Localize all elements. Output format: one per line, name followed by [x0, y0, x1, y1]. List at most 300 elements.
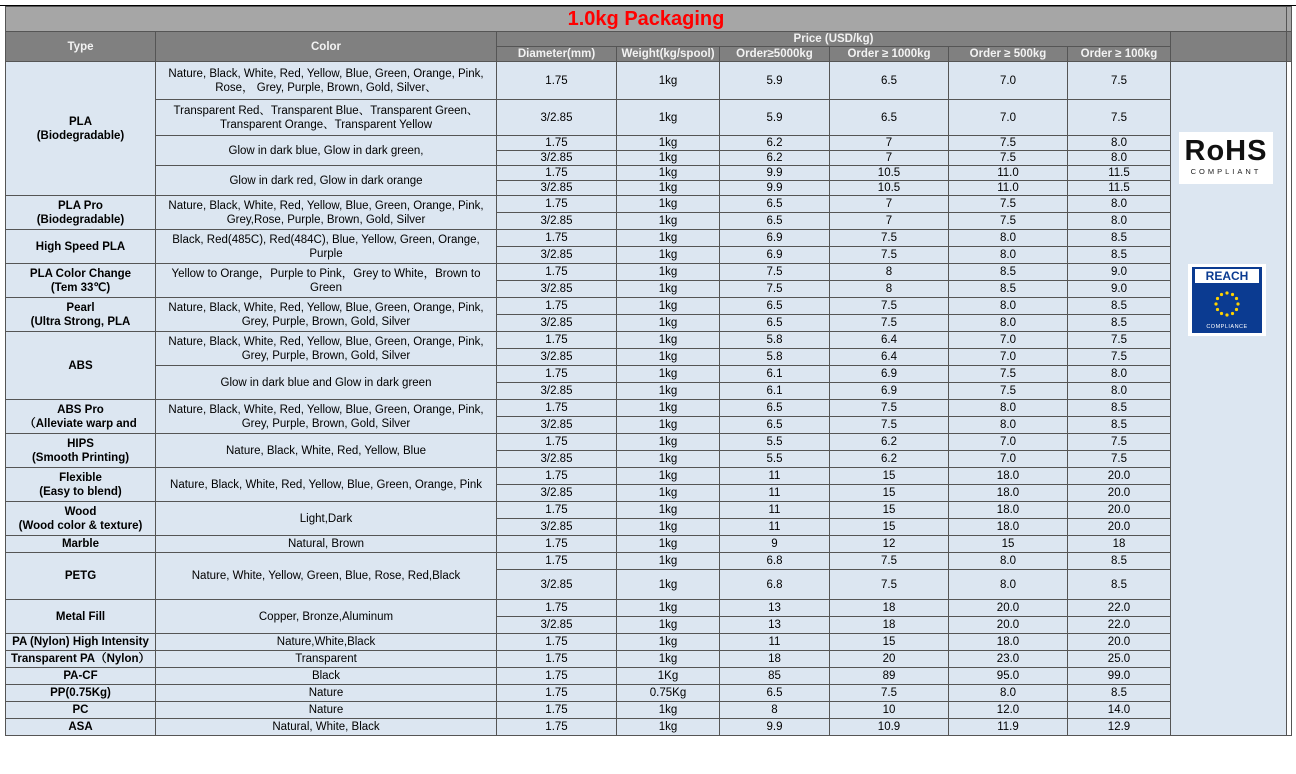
cell-order-500: 18.0	[949, 634, 1068, 651]
cell-order-5000: 7.5	[720, 264, 830, 281]
cell-diameter: 3/2.85	[497, 485, 617, 502]
cell-weight: 1kg	[617, 553, 720, 570]
cell-type: ABS	[6, 332, 156, 400]
table-row	[6, 553, 1292, 570]
table-body	[6, 62, 1292, 736]
table-title-cell	[6, 7, 1287, 32]
cell-order-5000: 6.5	[720, 196, 830, 213]
cell-order-1000: 10.5	[830, 166, 949, 181]
cell-weight: 1kg	[617, 383, 720, 400]
cell-diameter: 1.75	[497, 434, 617, 451]
rohs-badge-title: RoHS	[1184, 135, 1268, 167]
cell-order-500: 11.0	[949, 166, 1068, 181]
cell-order-5000: 9	[720, 536, 830, 553]
header-order-1000: Order ≥ 1000kg	[830, 47, 949, 62]
table-row	[6, 536, 1292, 553]
cell-order-5000: 9.9	[720, 181, 830, 196]
cell-diameter: 1.75	[497, 366, 617, 383]
cell-weight: 1kg	[617, 349, 720, 366]
cell-diameter: 1.75	[497, 264, 617, 281]
cell-order-500: 8.0	[949, 400, 1068, 417]
header-price-group: Price (USD/kg)	[497, 32, 1171, 47]
cell-order-1000: 20	[830, 651, 949, 668]
cell-order-500: 20.0	[949, 600, 1068, 617]
cell-diameter: 1.75	[497, 62, 617, 100]
cell-order-500: 8.0	[949, 230, 1068, 247]
cell-order-1000: 7	[830, 151, 949, 166]
cell-order-500: 15	[949, 536, 1068, 553]
cell-weight: 1kg	[617, 247, 720, 264]
cell-weight: 1kg	[617, 213, 720, 230]
cell-order-1000: 7.5	[830, 298, 949, 315]
cell-order-500: 8.0	[949, 685, 1068, 702]
cell-weight: 1kg	[617, 719, 720, 736]
rohs-badge	[1179, 132, 1273, 184]
cell-order-1000: 6.9	[830, 383, 949, 400]
cell-weight: 1kg	[617, 536, 720, 553]
cell-order-100: 9.0	[1068, 264, 1171, 281]
cell-order-1000: 18	[830, 617, 949, 634]
cell-color: Nature, Black, White, Red, Yellow, Blue, Green, Orange, Pink	[156, 468, 497, 502]
header-blank	[1171, 32, 1287, 62]
table-row	[6, 651, 1292, 668]
cell-order-1000: 7.5	[830, 247, 949, 264]
table-row	[6, 702, 1292, 719]
cell-diameter: 1.75	[497, 298, 617, 315]
cell-color: Nature,White,Black	[156, 634, 497, 651]
table-row	[6, 434, 1292, 451]
cell-type: PLA Color Change (Tem 33℃)	[6, 264, 156, 298]
cell-order-5000: 18	[720, 651, 830, 668]
cell-weight: 1kg	[617, 298, 720, 315]
cell-weight: 1kg	[617, 62, 720, 100]
cell-weight: 1kg	[617, 570, 720, 600]
header-color: Color	[156, 32, 497, 62]
table-row	[6, 136, 1292, 151]
cell-order-100: 99.0	[1068, 668, 1171, 685]
cell-order-500: 7.5	[949, 366, 1068, 383]
cell-order-1000: 8	[830, 264, 949, 281]
cell-type: Marble	[6, 536, 156, 553]
header-order-100: Order ≥ 100kg	[1068, 47, 1171, 62]
cell-order-100: 7.5	[1068, 100, 1171, 136]
cell-order-500: 8.0	[949, 553, 1068, 570]
cell-order-100: 7.5	[1068, 349, 1171, 366]
cell-diameter: 3/2.85	[497, 519, 617, 536]
eu-stars-icon	[1212, 289, 1242, 319]
cell-order-500: 7.0	[949, 434, 1068, 451]
cell-order-5000: 11	[720, 485, 830, 502]
cell-weight: 1kg	[617, 502, 720, 519]
cell-order-5000: 13	[720, 600, 830, 617]
cell-order-1000: 15	[830, 468, 949, 485]
cell-color: Nature, White, Yellow, Green, Blue, Rose, Red,Black	[156, 553, 497, 600]
cell-order-500: 95.0	[949, 668, 1068, 685]
header-diameter: Diameter(mm)	[497, 47, 617, 62]
table-row	[6, 600, 1292, 617]
cell-order-1000: 89	[830, 668, 949, 685]
table-row	[6, 719, 1292, 736]
cell-weight: 1kg	[617, 434, 720, 451]
cell-order-1000: 6.5	[830, 100, 949, 136]
cell-order-100: 11.5	[1068, 181, 1171, 196]
cell-order-5000: 6.8	[720, 570, 830, 600]
cell-order-100: 8.0	[1068, 196, 1171, 213]
cell-order-1000: 7.5	[830, 570, 949, 600]
cell-order-100: 8.0	[1068, 213, 1171, 230]
cell-type: ASA	[6, 719, 156, 736]
cell-diameter: 1.75	[497, 668, 617, 685]
cell-order-5000: 6.5	[720, 298, 830, 315]
cell-weight: 1kg	[617, 196, 720, 213]
cell-color: Nature, Black, White, Red, Yellow, Blue, Green, Orange, Pink, Grey, Purple, Brown, Gold, Silver	[156, 298, 497, 332]
cell-weight: 1kg	[617, 315, 720, 332]
cell-order-1000: 6.4	[830, 332, 949, 349]
cell-order-500: 7.5	[949, 213, 1068, 230]
cell-order-5000: 11	[720, 634, 830, 651]
table-row	[6, 100, 1292, 136]
cell-weight: 1Kg	[617, 668, 720, 685]
cell-order-1000: 7	[830, 196, 949, 213]
cell-order-1000: 7.5	[830, 400, 949, 417]
cell-order-100: 8.5	[1068, 230, 1171, 247]
cell-color: Nature	[156, 685, 497, 702]
header-order-500: Order ≥ 500kg	[949, 47, 1068, 62]
cell-diameter: 3/2.85	[497, 570, 617, 600]
cell-order-500: 23.0	[949, 651, 1068, 668]
cell-order-100: 20.0	[1068, 502, 1171, 519]
cell-diameter: 1.75	[497, 196, 617, 213]
cell-order-5000: 6.5	[720, 213, 830, 230]
cell-order-100: 8.0	[1068, 383, 1171, 400]
cell-order-1000: 7.5	[830, 553, 949, 570]
cell-order-1000: 15	[830, 519, 949, 536]
cell-order-5000: 11	[720, 502, 830, 519]
cell-order-100: 12.9	[1068, 719, 1171, 736]
cell-order-1000: 7	[830, 213, 949, 230]
cell-diameter: 3/2.85	[497, 281, 617, 298]
reach-badge-title: REACH	[1195, 269, 1259, 283]
cell-diameter: 1.75	[497, 651, 617, 668]
cell-order-500: 7.5	[949, 151, 1068, 166]
cell-type: ABS Pro （Alleviate warp and	[6, 400, 156, 434]
cell-order-5000: 8	[720, 702, 830, 719]
cell-order-100: 22.0	[1068, 617, 1171, 634]
cell-order-1000: 15	[830, 502, 949, 519]
cell-weight: 1kg	[617, 417, 720, 434]
cell-diameter: 3/2.85	[497, 349, 617, 366]
cell-order-100: 11.5	[1068, 166, 1171, 181]
cell-color: Glow in dark blue and Glow in dark green	[156, 366, 497, 400]
cell-color: Nature, Black, White, Red, Yellow, Blue	[156, 434, 497, 468]
header-weight: Weight(kg/spool)	[617, 47, 720, 62]
cell-color: Natural, Brown	[156, 536, 497, 553]
cell-type: PETG	[6, 553, 156, 600]
cell-weight: 1kg	[617, 485, 720, 502]
cell-color: Nature, Black, White, Red, Yellow, Blue, Green, Orange, Pink, Grey,Rose, Purple, Brown, Gold, Silver	[156, 196, 497, 230]
cell-diameter: 1.75	[497, 702, 617, 719]
cell-order-100: 20.0	[1068, 485, 1171, 502]
cell-order-100: 8.5	[1068, 685, 1171, 702]
cell-order-100: 7.5	[1068, 451, 1171, 468]
cell-order-5000: 6.8	[720, 553, 830, 570]
table-row	[6, 668, 1292, 685]
cell-order-1000: 6.4	[830, 349, 949, 366]
cell-order-5000: 6.2	[720, 151, 830, 166]
right-edge	[1287, 62, 1292, 736]
cell-weight: 1kg	[617, 468, 720, 485]
cell-order-500: 12.0	[949, 702, 1068, 719]
cell-order-1000: 7	[830, 136, 949, 151]
table-row	[6, 264, 1292, 281]
cell-color: Nature, Black, White, Red, Yellow, Blue, Green, Orange, Pink, Rose， Grey, Purple, Brown, Gold, Silver、	[156, 62, 497, 100]
cell-order-5000: 6.9	[720, 230, 830, 247]
reach-badge-body	[1192, 267, 1262, 333]
cell-type: PC	[6, 702, 156, 719]
cell-weight: 1kg	[617, 181, 720, 196]
cell-order-500: 8.0	[949, 247, 1068, 264]
cell-diameter: 1.75	[497, 634, 617, 651]
cell-order-100: 8.5	[1068, 400, 1171, 417]
cell-order-5000: 5.9	[720, 100, 830, 136]
cell-order-1000: 6.9	[830, 366, 949, 383]
cell-order-1000: 7.5	[830, 685, 949, 702]
table-row	[6, 62, 1292, 100]
cell-order-1000: 7.5	[830, 315, 949, 332]
cell-weight: 1kg	[617, 100, 720, 136]
cell-weight: 1kg	[617, 702, 720, 719]
cell-order-1000: 6.2	[830, 451, 949, 468]
cell-diameter: 3/2.85	[497, 617, 617, 634]
cell-weight: 1kg	[617, 651, 720, 668]
cell-order-5000: 7.5	[720, 281, 830, 298]
cell-diameter: 3/2.85	[497, 213, 617, 230]
cell-diameter: 1.75	[497, 685, 617, 702]
cell-order-100: 8.5	[1068, 298, 1171, 315]
cell-order-5000: 11	[720, 468, 830, 485]
cell-type: Pearl (Ultra Strong, PLA	[6, 298, 156, 332]
cell-order-5000: 5.8	[720, 349, 830, 366]
cell-order-500: 7.5	[949, 136, 1068, 151]
cell-color: Light,Dark	[156, 502, 497, 536]
title-edge	[1287, 7, 1292, 32]
cell-order-5000: 6.5	[720, 400, 830, 417]
cell-diameter: 1.75	[497, 553, 617, 570]
cell-type: PLA Pro (Biodegradable)	[6, 196, 156, 230]
cell-color: Black	[156, 668, 497, 685]
cell-diameter: 3/2.85	[497, 315, 617, 332]
cell-order-1000: 10	[830, 702, 949, 719]
cell-order-100: 7.5	[1068, 434, 1171, 451]
header-order-5000: Order≥5000kg	[720, 47, 830, 62]
cell-order-100: 8.5	[1068, 417, 1171, 434]
cell-order-500: 11.9	[949, 719, 1068, 736]
cell-order-100: 25.0	[1068, 651, 1171, 668]
cell-weight: 1kg	[617, 600, 720, 617]
cell-order-500: 8.5	[949, 281, 1068, 298]
cell-order-100: 20.0	[1068, 634, 1171, 651]
cell-weight: 1kg	[617, 617, 720, 634]
cell-order-500: 8.0	[949, 315, 1068, 332]
cell-order-1000: 10.5	[830, 181, 949, 196]
cell-order-5000: 13	[720, 617, 830, 634]
cell-order-100: 8.5	[1068, 247, 1171, 264]
table-row	[6, 196, 1292, 213]
cell-order-1000: 18	[830, 600, 949, 617]
cell-order-500: 7.0	[949, 451, 1068, 468]
cell-diameter: 1.75	[497, 468, 617, 485]
cell-weight: 1kg	[617, 332, 720, 349]
cell-diameter: 3/2.85	[497, 417, 617, 434]
cell-diameter: 3/2.85	[497, 383, 617, 400]
price-table	[5, 6, 1292, 736]
cell-order-1000: 6.2	[830, 434, 949, 451]
cell-order-1000: 7.5	[830, 230, 949, 247]
cell-type: Wood (Wood color & texture)	[6, 502, 156, 536]
cell-color: Black, Red(485C), Red(484C), Blue, Yellow, Green, Orange, Purple	[156, 230, 497, 264]
cell-weight: 1kg	[617, 451, 720, 468]
cell-diameter: 1.75	[497, 230, 617, 247]
cell-order-5000: 6.2	[720, 136, 830, 151]
cell-order-1000: 15	[830, 485, 949, 502]
cell-color: Nature	[156, 702, 497, 719]
cell-order-500: 18.0	[949, 519, 1068, 536]
cell-order-100: 9.0	[1068, 281, 1171, 298]
table-row	[6, 166, 1292, 181]
cell-diameter: 3/2.85	[497, 451, 617, 468]
cell-order-500: 7.5	[949, 196, 1068, 213]
cell-order-5000: 6.5	[720, 417, 830, 434]
cell-diameter: 3/2.85	[497, 100, 617, 136]
cell-weight: 0.75Kg	[617, 685, 720, 702]
cell-order-5000: 6.1	[720, 383, 830, 400]
cell-order-5000: 6.9	[720, 247, 830, 264]
cell-order-500: 7.0	[949, 100, 1068, 136]
cell-order-100: 14.0	[1068, 702, 1171, 719]
table-row	[6, 502, 1292, 519]
cell-order-100: 20.0	[1068, 519, 1171, 536]
cell-order-5000: 6.5	[720, 315, 830, 332]
table-row	[6, 332, 1292, 349]
cell-order-1000: 6.5	[830, 62, 949, 100]
cell-color: Nature, Black, White, Red, Yellow, Blue, Green, Orange, Pink, Grey, Purple, Brown, Gold, Silver	[156, 400, 497, 434]
cell-order-1000: 7.5	[830, 417, 949, 434]
cell-order-500: 7.0	[949, 349, 1068, 366]
cell-order-100: 18	[1068, 536, 1171, 553]
cell-color: Glow in dark blue, Glow in dark green,	[156, 136, 497, 166]
cell-order-500: 8.0	[949, 570, 1068, 600]
cell-type: Metal Fill	[6, 600, 156, 634]
cell-type: PP(0.75Kg)	[6, 685, 156, 702]
cell-weight: 1kg	[617, 519, 720, 536]
cell-weight: 1kg	[617, 151, 720, 166]
cell-order-500: 20.0	[949, 617, 1068, 634]
header-edge	[1287, 32, 1292, 62]
cell-type: Transparent PA（Nylon）	[6, 651, 156, 668]
cell-order-500: 7.0	[949, 332, 1068, 349]
cell-color: Nature, Black, White, Red, Yellow, Blue, Green, Orange, Pink, Grey, Purple, Brown, Gold, Silver	[156, 332, 497, 366]
cell-order-5000: 11	[720, 519, 830, 536]
cell-weight: 1kg	[617, 166, 720, 181]
table-row	[6, 634, 1292, 651]
cell-weight: 1kg	[617, 366, 720, 383]
table-title: 1.0kg Packaging	[567, 8, 725, 30]
cell-order-5000: 5.5	[720, 434, 830, 451]
cell-order-1000: 12	[830, 536, 949, 553]
cell-type: PLA (Biodegradable)	[6, 62, 156, 196]
cell-order-5000: 6.1	[720, 366, 830, 383]
cell-diameter: 3/2.85	[497, 181, 617, 196]
cell-color: Transparent	[156, 651, 497, 668]
cell-order-100: 8.0	[1068, 151, 1171, 166]
table-row	[6, 298, 1292, 315]
rohs-badge-subtitle: COMPLIANT	[1190, 167, 1262, 176]
cell-weight: 1kg	[617, 136, 720, 151]
cell-type: Flexible (Easy to blend)	[6, 468, 156, 502]
cell-order-5000: 9.9	[720, 719, 830, 736]
cell-diameter: 1.75	[497, 332, 617, 349]
cell-diameter: 1.75	[497, 166, 617, 181]
cell-order-500: 18.0	[949, 468, 1068, 485]
table-row	[6, 400, 1292, 417]
cell-diameter: 1.75	[497, 136, 617, 151]
bottom-band	[0, 767, 1296, 774]
cell-color: Yellow to Orange，Purple to Pink，Grey to White，Brown to Green	[156, 264, 497, 298]
cell-order-1000: 15	[830, 634, 949, 651]
cell-order-100: 7.5	[1068, 332, 1171, 349]
cell-order-500: 8.0	[949, 298, 1068, 315]
cell-order-1000: 8	[830, 281, 949, 298]
cell-diameter: 1.75	[497, 536, 617, 553]
cell-order-500: 8.5	[949, 264, 1068, 281]
cell-color: Glow in dark red, Glow in dark orange	[156, 166, 497, 196]
cell-order-500: 18.0	[949, 502, 1068, 519]
reach-badge-subtitle: COMPLIANCE	[1206, 324, 1248, 330]
cell-order-500: 7.0	[949, 62, 1068, 100]
table-row	[6, 468, 1292, 485]
table-row	[6, 230, 1292, 247]
cell-order-100: 8.0	[1068, 366, 1171, 383]
cell-diameter: 1.75	[497, 600, 617, 617]
cell-type: HIPS (Smooth Printing)	[6, 434, 156, 468]
cell-order-100: 8.0	[1068, 136, 1171, 151]
header-type: Type	[6, 32, 156, 62]
cell-type: High Speed PLA	[6, 230, 156, 264]
cell-order-5000: 5.8	[720, 332, 830, 349]
cell-order-100: 8.5	[1068, 315, 1171, 332]
cell-type: PA-CF	[6, 668, 156, 685]
cell-order-1000: 10.9	[830, 719, 949, 736]
reach-badge	[1188, 264, 1266, 336]
cell-weight: 1kg	[617, 281, 720, 298]
cell-order-100: 8.5	[1068, 570, 1171, 600]
cell-order-5000: 5.5	[720, 451, 830, 468]
cell-weight: 1kg	[617, 230, 720, 247]
cell-order-5000: 6.5	[720, 685, 830, 702]
cell-diameter: 3/2.85	[497, 151, 617, 166]
cell-diameter: 3/2.85	[497, 247, 617, 264]
cell-order-500: 11.0	[949, 181, 1068, 196]
certification-badges	[1171, 62, 1287, 736]
cell-color: Natural, White, Black	[156, 719, 497, 736]
cell-order-100: 8.5	[1068, 553, 1171, 570]
table-row	[6, 685, 1292, 702]
cell-order-5000: 5.9	[720, 62, 830, 100]
cell-color: Copper, Bronze,Aluminum	[156, 600, 497, 634]
cell-color: Transparent Red、Transparent Blue、Transparent Green、Transparent Orange、Transparent Yellow	[156, 100, 497, 136]
table-row	[6, 366, 1292, 383]
cell-diameter: 1.75	[497, 502, 617, 519]
